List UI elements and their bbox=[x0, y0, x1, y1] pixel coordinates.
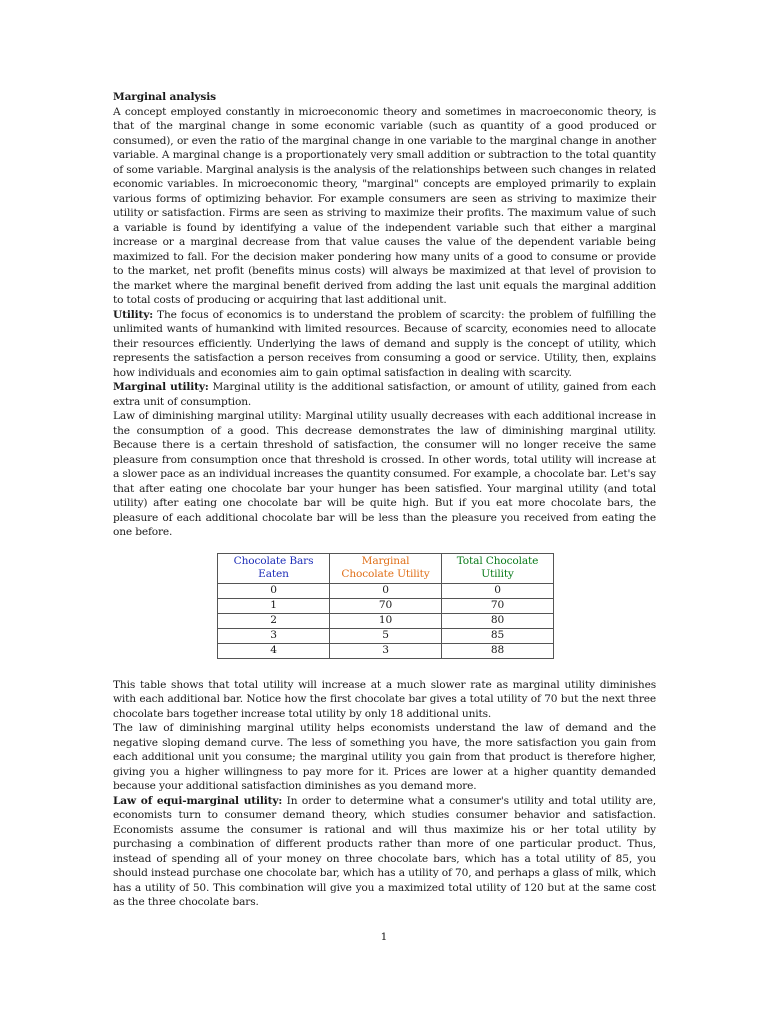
paragraph-law-diminishing: Law of diminishing marginal utility: Marginal utility usually decreases with each additional increase in the consumption of a good. This decrease demonstrates the law of diminishing marginal utility. Because there is a certain threshold of satisfaction, the consumer will no longer receive the same pleasure from consumption once that threshold is crossed. In other words, total utility will increase at a slower pace as an individual increases the quantity consumed. For example, a chocolate bar. Let's say that after eating one chocolate bar your hunger has been satisfied. Your marginal utility (and total utility) after eating one chocolate bar will be quite high. But if you eat more chocolate bars, the pleasure of each additional chocolate bar will be less than the pleasure you received from eating the one before. bbox=[113, 410, 657, 538]
table-header-row bbox=[218, 553, 554, 583]
table-cell: 10 bbox=[330, 613, 442, 628]
table-row bbox=[218, 583, 554, 598]
section-heading: Marginal analysis bbox=[113, 91, 216, 103]
table-row bbox=[218, 643, 554, 658]
utility-table bbox=[217, 553, 554, 659]
document-page bbox=[113, 90, 656, 910]
paragraph-utility bbox=[113, 308, 656, 381]
paragraph-marginal-utility bbox=[113, 380, 656, 409]
table-row bbox=[218, 613, 554, 628]
paragraph-marginal-analysis: A concept employed constantly in microeconomic theory and sometimes in macroeconomic theory, is that of the marginal change in some economic variable (such as quantity of a good produced or consumed), or even the ratio of the marginal change in one variable to the marginal change in another variable. A marginal change is a proportionately very small addition or subtraction to the total quantity of some variable. Marginal analysis is the analysis of the relationships between such changes in related economic variables. In microeconomic theory, "marginal" concepts are employed primarily to explain various forms of optimizing behavior. For example consumers are seen as striving to maximize their utility or satisfaction. Firms are seen as striving to maximize their profits. The maximum value of such a variable is found by identifying a value of the independent variable such that either a marginal increase or a marginal decrease from that value causes the value of the dependent variable being maximized to fall. For the decision maker pondering how many units of a good to consume or provide to the market, net profit (benefits minus costs) will always be maximized at that level of provision to the market where the marginal benefit derived from adding the last unit equals the marginal addition to total costs of producing or acquiring that last additional unit. bbox=[113, 105, 656, 306]
table-row bbox=[218, 628, 554, 643]
utility-table-wrapper bbox=[113, 553, 656, 659]
paragraph-table-summary: This table shows that total utility will increase at a much slower rate as marginal utility diminishes with each additional bar. Notice how the first chocolate bar gives a total utility of 70 but the next three chocolate bars together increase total utility by only 18 additional units. bbox=[113, 678, 656, 720]
table-cell: 5 bbox=[330, 628, 442, 643]
table-header: Chocolate Bars Eaten bbox=[218, 553, 330, 583]
term-utility: Utility: bbox=[113, 308, 153, 321]
table-cell: 0 bbox=[218, 583, 330, 598]
page-number: 1 bbox=[380, 931, 388, 943]
paragraph-law-of-demand: The law of diminishing marginal utility helps economists understand the law of demand and the negative sloping demand curve. The less of something you have, the more satisfaction you gain from each additional unit you consume; the marginal utility you gain from that product is therefore higher, giving you a higher willingness to pay more for it. Prices are lower at a higher quantity demanded because your additional satisfaction diminishes as you demand more. bbox=[113, 722, 656, 792]
table-cell: 2 bbox=[218, 613, 330, 628]
marginal-utility-text: Marginal utility is the additional satisfaction, or amount of utility, gained from each extra unit of consumption. bbox=[113, 381, 656, 408]
table-cell: 3 bbox=[330, 643, 442, 658]
equi-marginal-text: In order to determine what a consumer's utility and total utility are, economists turn to consumer demand theory, which studies consumer behavior and satisfaction. Economists assume the consumer is rational and will thus maximize his or her total utility by purchasing a combination of different products rather than more of one particular product. Thus, instead of spending all of your money on three chocolate bars, which has a total utility of 85, you should instead purchase one chocolate bar, which has a utility of 70, and perhaps a glass of milk, which has a utility of 50. This combination will give you a maximized total utility of 120 but at the same cost as the three chocolate bars. bbox=[113, 794, 656, 908]
term-marginal-utility: Marginal utility: bbox=[113, 381, 209, 393]
table-row bbox=[218, 598, 554, 613]
term-equi-marginal: Law of equi-marginal utility: bbox=[113, 794, 283, 807]
table-header: Total Chocolate Utility bbox=[442, 553, 554, 583]
utility-text: The focus of economics is to understand the problem of scarcity: the problem of fulfilling the unlimited wants of humankind with limited resources. Because of scarcity, economies need to allocate their resources efficiently. Underlying the laws of demand and supply is the concept of utility, which represents the satisfaction a person receives from consuming a good or service. Utility, then, explains how individuals and economies aim to gain optimal satisfaction in dealing with scarcity. bbox=[113, 308, 656, 379]
table-cell: 3 bbox=[218, 628, 330, 643]
table-cell: 4 bbox=[218, 643, 330, 658]
table-cell: 80 bbox=[442, 613, 554, 628]
table-cell: 85 bbox=[442, 628, 554, 643]
table-header: Marginal Chocolate Utility bbox=[330, 553, 442, 583]
table-cell: 0 bbox=[330, 583, 442, 598]
table-cell: 70 bbox=[442, 598, 554, 613]
table-cell: 70 bbox=[330, 598, 442, 613]
table-cell: 0 bbox=[442, 583, 554, 598]
table-cell: 88 bbox=[442, 643, 554, 658]
table-cell: 1 bbox=[218, 598, 330, 613]
paragraph-equi-marginal bbox=[113, 794, 656, 910]
